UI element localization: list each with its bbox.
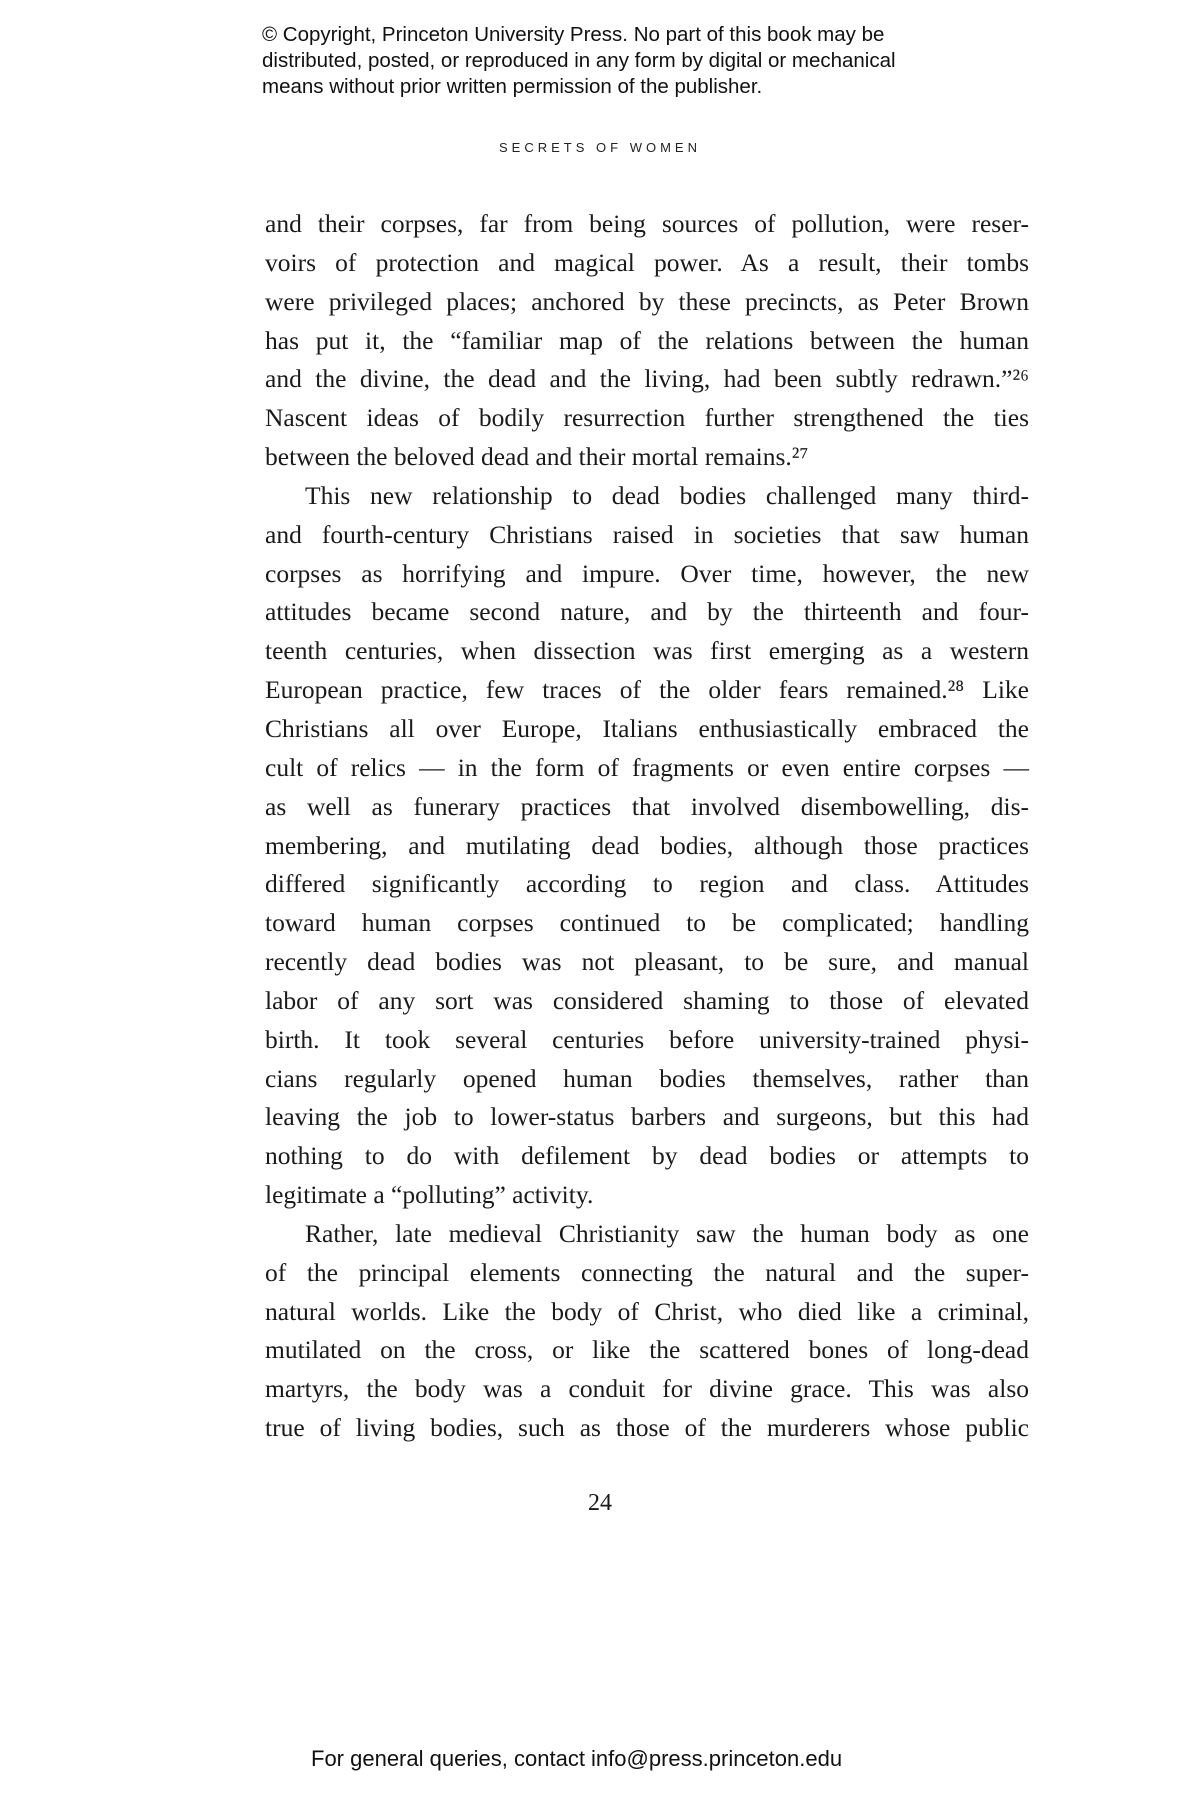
body-line: differed significantly according to region and class. Attitudes	[265, 869, 1029, 899]
body-line: labor of any sort was considered shaming to those of elevated	[265, 985, 1029, 1015]
body-line: toward human corpses continued to be complicated; handling	[265, 908, 1029, 938]
footer-contact: For general queries, contact info@press.princeton.edu	[311, 1746, 843, 1771]
body-line: cians regularly opened human bodies themselves, rather than	[265, 1063, 1029, 1093]
body-line: nothing to do with defilement by dead bodies or attempts to	[265, 1141, 1029, 1171]
body-line: Christians all over Europe, Italians enthusiastically embraced the	[265, 713, 1029, 743]
running-head: SECRETS OF WOMEN	[499, 140, 701, 155]
body-line: and the divine, the dead and the living, had been subtly redrawn.”²⁶	[265, 364, 1029, 394]
body-line: were privileged places; anchored by these precincts, as Peter Brown	[265, 286, 1029, 316]
body-line: as well as funerary practices that involved disembowelling, dis-	[265, 791, 1029, 821]
body-line: and fourth-century Christians raised in societies that saw human	[265, 519, 1029, 549]
body-line: of the principal elements connecting the natural and the super-	[265, 1257, 1029, 1287]
body-line: membering, and mutilating dead bodies, although those practices	[265, 830, 1029, 860]
body-line: legitimate a “polluting” activity.	[265, 1180, 594, 1210]
body-line: voirs of protection and magical power. As a result, their tombs	[265, 247, 1029, 277]
page-number: 24	[588, 1490, 612, 1516]
body-line: teenth centuries, when dissection was first emerging as a western	[265, 636, 1029, 666]
body-line: This new relationship to dead bodies challenged many third-	[305, 480, 1029, 510]
body-line: leaving the job to lower-status barbers and surgeons, but this had	[265, 1102, 1029, 1132]
body-line: true of living bodies, such as those of the murderers whose public	[265, 1413, 1029, 1443]
body-line: natural worlds. Like the body of Christ, who died like a criminal,	[265, 1296, 1029, 1326]
body-line: Nascent ideas of bodily resurrection further strengthened the ties	[265, 403, 1029, 433]
body-line: birth. It took several centuries before university-trained physi-	[265, 1024, 1029, 1054]
copyright-line: © Copyright, Princeton University Press. No part of this book may be	[262, 23, 885, 46]
body-text	[265, 205, 1029, 1448]
body-line: between the beloved dead and their mortal remains.²⁷	[265, 442, 809, 472]
body-line: corpses as horrifying and impure. Over time, however, the new	[265, 558, 1029, 588]
body-line: attitudes became second nature, and by the thirteenth and four-	[265, 597, 1029, 627]
copyright-line: means without prior written permission of the publisher.	[262, 75, 763, 98]
body-line: cult of relics — in the form of fragments or even entire corpses —	[265, 752, 1029, 782]
body-line: and their corpses, far from being sources of pollution, were reser-	[265, 209, 1029, 238]
copyright-line: distributed, posted, or reproduced in any form by digital or mechanical	[262, 49, 896, 72]
body-line: has put it, the “familiar map of the relations between the human	[265, 325, 1029, 355]
body-line: martyrs, the body was a conduit for divine grace. This was also	[265, 1374, 1029, 1404]
body-line: European practice, few traces of the older fears remained.²⁸ Like	[265, 675, 1029, 705]
body-line: recently dead bodies was not pleasant, to be sure, and manual	[265, 947, 1029, 977]
body-line: Rather, late medieval Christianity saw the human body as one	[305, 1218, 1029, 1248]
body-line: mutilated on the cross, or like the scattered bones of long-dead	[265, 1335, 1029, 1365]
copyright-notice	[262, 22, 982, 100]
